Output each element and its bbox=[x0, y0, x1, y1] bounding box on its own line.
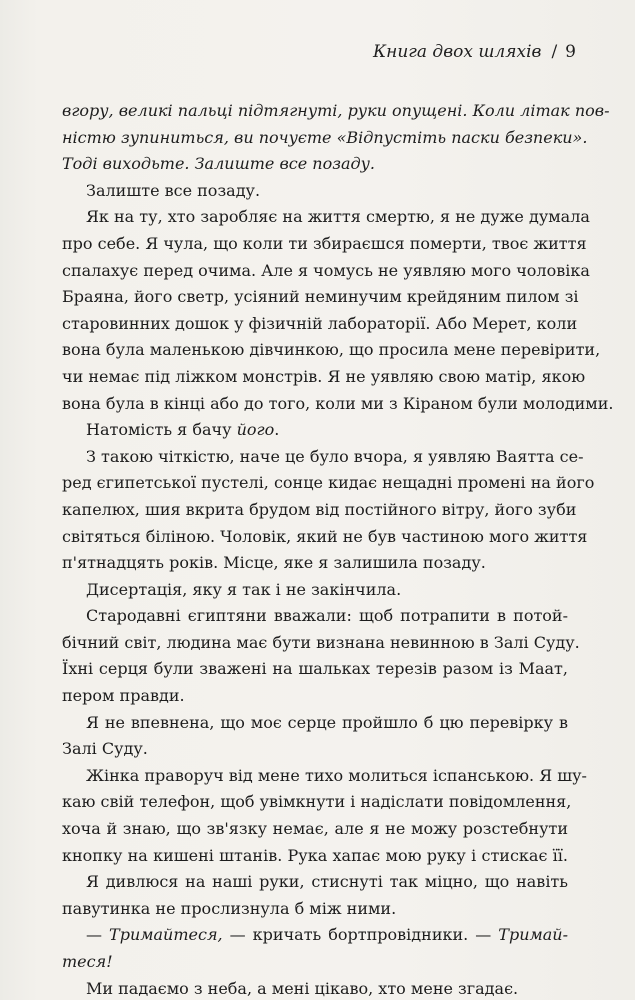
page-number: 9 bbox=[565, 42, 576, 62]
italic-run: Тримай- bbox=[498, 925, 569, 945]
text-line: ред єгипетської пустелі, сонце кидає нещадні промені на його bbox=[62, 473, 595, 493]
text-run: Натомість я бачу bbox=[86, 420, 237, 440]
running-head bbox=[373, 42, 576, 62]
text-line: Їхні серця були зважені на шальках терезів разом із Маат, bbox=[62, 659, 568, 679]
paragraph-8 bbox=[62, 710, 568, 763]
text-line: чи немає під ліжком монстрів. Я не уявляю свою матір, якою bbox=[62, 366, 586, 386]
text-line: п'ятнадцять років. Місце, яке я залишила позаду. bbox=[62, 553, 486, 573]
text-line: вона була маленькою дівчинкою, що просила мене перевірити, bbox=[62, 340, 601, 360]
text-line: павутинка не прослизнула б між ними. bbox=[62, 898, 397, 918]
text-line: Залиште все позаду. bbox=[86, 180, 261, 200]
text-run: — кричать бортпровідники. — bbox=[222, 925, 499, 945]
text-line: Браяна, його светр, усіяний неминучим крейдяним пилом зі bbox=[62, 287, 579, 307]
text-line: Дисертація, яку я так і не закінчила. bbox=[86, 579, 402, 599]
text-line: Я дивлюся на наші руки, стиснуті так міцно, що навіть bbox=[86, 872, 568, 892]
text-line: старовинних дошок у фізичній лабораторії. Або Мерет, коли bbox=[62, 313, 578, 333]
text-line bbox=[62, 417, 568, 444]
text-line: теся! bbox=[62, 952, 113, 971]
text-line: Тоді виходьте. Залиште все позаду. bbox=[62, 154, 376, 174]
text-line: кнопку на кишені штанів. Рука хапає мою руку і стискає її. bbox=[62, 845, 568, 865]
text-line: Залі Суду. bbox=[62, 739, 148, 759]
text-line: спалахує перед очима. Але я чомусь не уявляю мого чоловіка bbox=[62, 260, 590, 280]
text-line bbox=[62, 922, 568, 949]
text-line: ністю зупиниться, ви почуєте «Відпустіть паски безпеки». bbox=[62, 127, 588, 147]
paragraph-11 bbox=[62, 922, 568, 975]
paragraph-9 bbox=[62, 763, 587, 869]
text-line: хоча й знаю, що зв'язку немає, але я не можу розстебнути bbox=[62, 819, 568, 839]
text-line: Ми падаємо з неба, а мені цікаво, хто мене згадає. bbox=[86, 978, 519, 998]
text-line: Я не впевнена, що моє серце пройшло б цю перевірку в bbox=[86, 712, 568, 732]
text-line: капелюх, шия вкрита брудом від постійного вітру, його зуби bbox=[62, 499, 577, 519]
text-line: каю свій телефон, щоб увімкнути і надіслати повідомлення, bbox=[62, 792, 572, 812]
paragraph-2 bbox=[62, 178, 568, 205]
italic-run: Тримайтеся, bbox=[109, 925, 223, 945]
paragraph-12 bbox=[62, 976, 568, 1000]
text-run: — bbox=[86, 925, 110, 945]
text-line: пером правди. bbox=[62, 686, 185, 706]
text-line: З такою чіткістю, наче це було вчора, я уявляю Ваятта се- bbox=[86, 446, 584, 466]
paragraph-5 bbox=[62, 444, 595, 577]
paragraph-10 bbox=[62, 869, 568, 922]
text-run: . bbox=[274, 420, 280, 440]
text-line: Жінка праворуч від мене тихо молиться іспанською. Я шу- bbox=[86, 765, 587, 785]
text-line: Стародавні єгиптяни вважали: щоб потрапити в потой- bbox=[86, 606, 568, 626]
body-text bbox=[62, 98, 614, 1000]
paragraph-4 bbox=[62, 417, 568, 444]
text-line: вона була в кінці або до того, коли ми з Кіраном були молодими. bbox=[62, 393, 614, 413]
text-line: Як на ту, хто заробляє на життя смертю, я не дуже думала bbox=[86, 207, 590, 227]
italic-word: його bbox=[236, 420, 275, 440]
header-separator: / bbox=[551, 42, 558, 62]
text-line: вгору, великі пальці підтягнуті, руки опущені. Коли літак пов- bbox=[62, 101, 610, 120]
paragraph-7 bbox=[62, 603, 580, 709]
text-line: бічний світ, людина має бути визнана невинною в Залі Суду. bbox=[62, 632, 580, 652]
text-line: про себе. Я чула, що коли ти збираєшся померти, твоє життя bbox=[62, 233, 587, 253]
text-line: світяться біліною. Чоловік, який не був частиною мого життя bbox=[62, 526, 588, 546]
paragraph-6 bbox=[62, 577, 568, 604]
book-title: Книга двох шляхів bbox=[373, 42, 542, 62]
paragraph-1 bbox=[62, 98, 610, 178]
paragraph-3 bbox=[62, 204, 614, 417]
